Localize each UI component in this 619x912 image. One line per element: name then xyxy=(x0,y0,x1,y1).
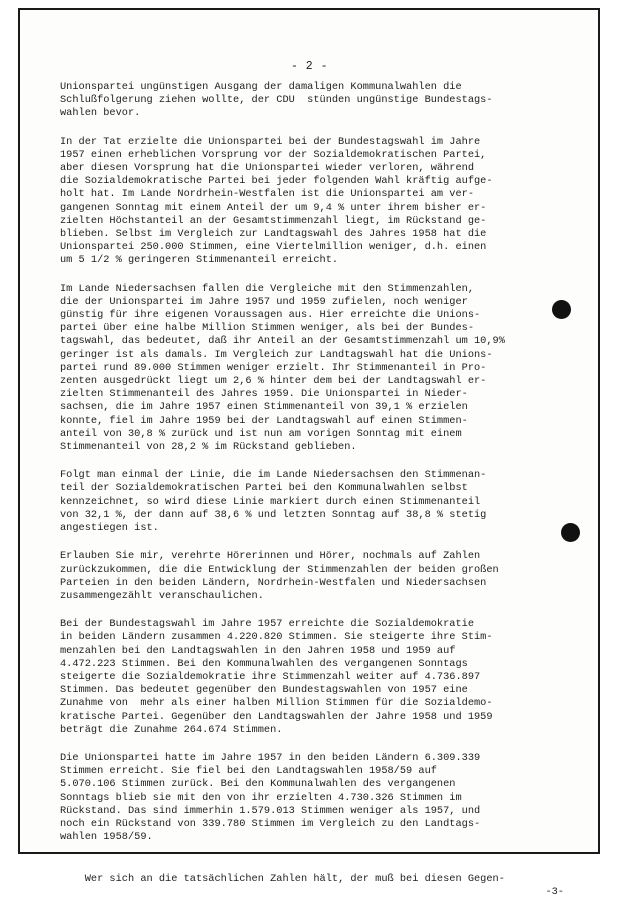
text-line: Stimmen. Das bedeutet gegenüber den Bundestagswahlen von 1957 eine xyxy=(60,684,468,697)
text-line: menzahlen bei den Landtagswahlen in den Jahren 1958 und 1959 auf xyxy=(60,644,456,657)
text-line: 5.070.106 Stimmen zurück. Bei den Kommunalwahlen des vergangenen xyxy=(60,778,456,791)
text-line: gangenen Sonntag mit einem Anteil der um 9,4 % unter ihrem bisher er- xyxy=(60,201,487,214)
text-line: tagswahl, das bedeutet, daß ihr Anteil an der Gesamtstimmenzahl um 10,9% xyxy=(60,335,505,348)
text-line: Folgt man einmal der Linie, die im Lande Niedersachsen den Stimmenan- xyxy=(60,469,487,482)
text-line: um 5 1/2 % geringeren Stimmenanteil erreicht. xyxy=(60,254,339,267)
text-line: partei über eine halbe Million Stimmen weniger, als bei der Bundes- xyxy=(60,322,475,335)
text-line: kratische Partei. Gegenüber den Landtagswahlen der Jahre 1958 und 1959 xyxy=(60,710,493,723)
paragraph xyxy=(60,81,558,121)
text-line: Zunahme von mehr als einer halben Million Stimmen für die Sozialdemo- xyxy=(60,697,493,710)
paragraph xyxy=(60,136,558,268)
punch-hole xyxy=(561,523,580,542)
text-line: angestiegen ist. xyxy=(60,522,159,535)
text-line: 1957 einen erheblichen Vorsprung vor der Sozialdemokratischen Partei, xyxy=(60,148,487,161)
text-line: noch ein Rückstand von 339.780 Stimmen im Vergleich zu den Landtags- xyxy=(60,817,481,830)
text-line: zurückzukommen, die die Entwicklung der Stimmenzahlen der beiden großen xyxy=(60,563,499,576)
text-line: zenten ausgedrückt liegt um 2,6 % hinter dem bei der Landtagswahl er- xyxy=(60,375,487,388)
text-line: teil der Sozialdemokratischen Partei bei den Kommunalwahlen selbst xyxy=(60,482,468,495)
paragraph xyxy=(60,752,558,844)
text-line: Bei der Bundestagswahl im Jahre 1957 erreichte die Sozialdemokratie xyxy=(60,618,475,631)
text-line: wahlen 1958/59. xyxy=(60,831,153,844)
text-line: günstig für ihre eigenen Voraussagen aus. Hier erreichte die Unions- xyxy=(60,309,481,322)
text-line: von 32,1 %, der dann auf 38,6 % und letzten Sonntag auf 38,8 % stetig xyxy=(60,508,487,521)
paragraph xyxy=(60,618,558,737)
text-line: holt hat. Im Lande Nordrhein-Westfalen ist die Unionspartei am ver- xyxy=(60,188,475,201)
text-line: In der Tat erzielte die Unionspartei bei der Bundestagswahl im Jahre xyxy=(60,135,481,148)
text-line: zielten Höchstanteil an der Gesamtstimmenzahl liegt, im Rückstand ge- xyxy=(60,214,487,227)
text-line: Schlußfolgerung ziehen wollte, der CDU stünden ungünstige Bundestags- xyxy=(60,94,493,107)
text-line: zusammengezählt veranschaulichen. xyxy=(60,589,264,602)
text-line: wahlen bevor. xyxy=(60,107,141,120)
text-line: Parteien in den beiden Ländern, Nordrhein-Westfalen und Niedersachsen xyxy=(60,576,487,589)
text-line: die Sozialdemokratische Partei bei jeder folgenden Wahl kräftig aufge- xyxy=(60,175,493,188)
text-line: kennzeichnet, so wird diese Linie markiert durch einen Stimmenanteil xyxy=(60,495,481,508)
text-line: die der Unionspartei im Jahre 1957 und 1959 zufielen, noch weniger xyxy=(60,295,468,308)
paragraph xyxy=(60,283,558,455)
paragraph xyxy=(60,469,558,535)
document-body xyxy=(60,81,564,912)
text-line: konnte, fiel im Jahre 1959 bei der Landtagswahl auf einen Stimmen- xyxy=(60,414,468,427)
text-line: blieben. Selbst im Vergleich zur Landtagswahl des Jahres 1958 hat die xyxy=(60,228,487,241)
text-line: steigerte die Sozialdemokratie ihre Stimmenzahl weiter auf 4.736.897 xyxy=(60,670,481,683)
final-line xyxy=(60,859,564,912)
text-line: anteil von 30,8 % zurück und ist nun am vorigen Sonntag mit einem xyxy=(60,427,462,440)
text-line: zielten Stimmenanteil des Jahres 1959. Die Unionspartei in Nieder- xyxy=(60,388,468,401)
text-line: sachsen, die im Jahre 1957 einen Stimmenanteil von 39,1 % erzielen xyxy=(60,401,468,414)
page-number: - 2 - xyxy=(290,60,328,73)
text-line: aber diesen Vorsprung hat die Unionspartei wieder verloren, während xyxy=(60,162,475,175)
text-line: Erlauben Sie mir, verehrte Hörerinnen und Hörer, nochmals auf Zahlen xyxy=(60,550,481,563)
text-line: geringer ist als damals. Im Vergleich zur Landtagswahl hat die Unions- xyxy=(60,348,493,361)
text-line: Die Unionspartei hatte im Jahre 1957 in den beiden Ländern 6.309.339 xyxy=(60,751,481,764)
text-line: partei rund 89.000 Stimmen weniger erzielt. Ihr Stimmenanteil in Pro- xyxy=(60,361,487,374)
text-line: 4.472.223 Stimmen. Bei den Kommunalwahlen des vergangenen Sonntags xyxy=(60,657,468,670)
text-line: Im Lande Niedersachsen fallen die Vergleiche mit den Stimmenzahlen, xyxy=(60,282,475,295)
text-line: Unionspartei 250.000 Stimmen, eine Viertelmillion weniger, d.h. einen xyxy=(60,241,487,254)
text-line: Rückstand. Das sind immerhin 1.579.013 Stimmen weniger als 1957, und xyxy=(60,804,481,817)
text-line: Stimmenanteil von 28,2 % im Rückstand geblieben. xyxy=(60,441,357,454)
paragraph xyxy=(60,550,558,603)
text-line: Stimmen erreicht. Sie fiel bei den Landtagswahlen 1958/59 auf xyxy=(60,765,437,778)
punch-hole xyxy=(552,300,571,319)
final-line-text: Wer sich an die tatsächlichen Zahlen hält, der muß bei diesen Gegen- xyxy=(84,872,505,885)
next-page-marker: -3- xyxy=(545,885,564,898)
text-line: beträgt die Zunahme 264.674 Stimmen. xyxy=(60,723,283,736)
text-line: in beiden Ländern zusammen 4.220.820 Stimmen. Sie steigerte ihre Stim- xyxy=(60,631,493,644)
text-line: Unionspartei ungünstigen Ausgang der damaligen Kommunalwahlen die xyxy=(60,81,462,93)
paragraph-list xyxy=(60,81,558,844)
text-line: Sonntags blieb sie mit den von ihr erzielten 4.730.326 Stimmen im xyxy=(60,791,462,804)
